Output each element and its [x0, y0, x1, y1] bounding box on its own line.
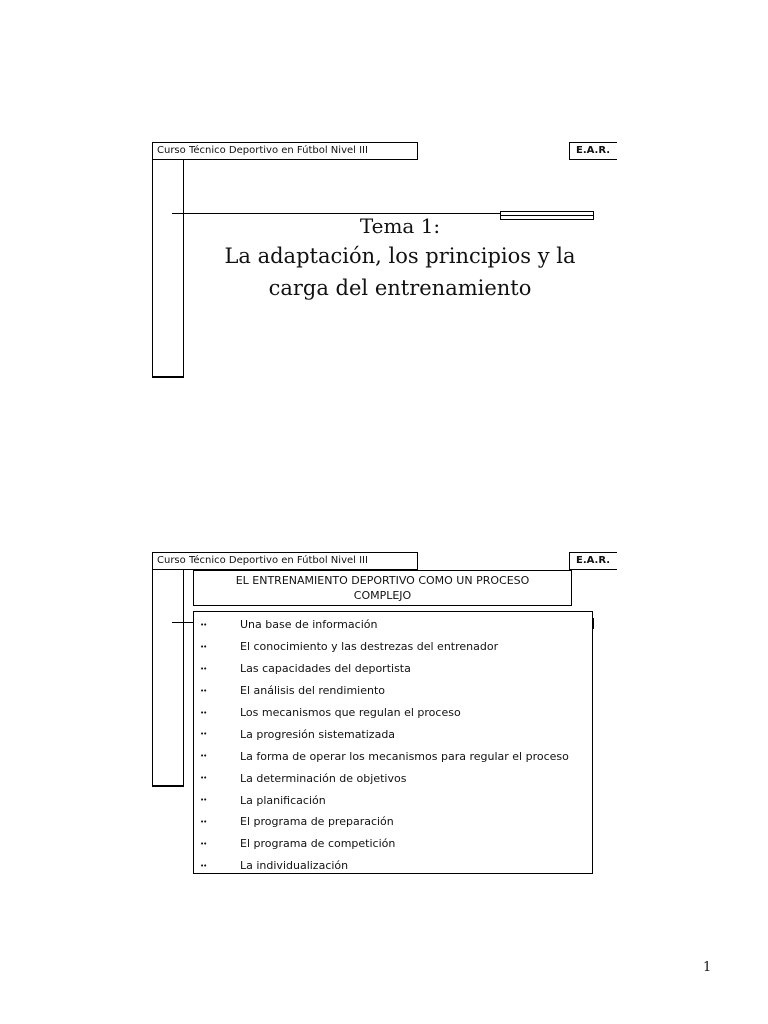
list-item-text: La progresión sistematizada — [240, 727, 396, 741]
list-item — [194, 614, 592, 636]
slide1-title — [190, 212, 610, 304]
slide2-section-title-line1: EL ENTRENAMIENTO DEPORTIVO COMO UN PROCESO — [235, 574, 530, 587]
page-number: 1 — [703, 960, 712, 975]
bullet-icon: •• — [200, 686, 207, 695]
list-item-text: Los mecanismos que regulan el proceso — [240, 706, 461, 719]
slide2-frame-inner — [183, 570, 184, 786]
list-item-text: El programa de preparación — [240, 815, 394, 829]
slide1-course-label: Curso Técnico Deportivo en Fútbol Nivel III — [157, 145, 368, 156]
list-item-text: El conocimiento y las destrezas del entrenador — [240, 640, 499, 654]
slide2-section-title-line2: COMPLEJO — [353, 589, 412, 602]
bullet-icon: •• — [200, 642, 207, 651]
bullet-icon: •• — [200, 730, 207, 739]
list-item-text: La planificación — [240, 793, 326, 807]
slide2-title-rule — [172, 622, 194, 623]
list-item-text: Las capacidades del deportista — [240, 662, 411, 676]
bullet-icon: •• — [200, 708, 207, 717]
list-item — [194, 811, 592, 833]
list-item — [194, 658, 592, 680]
slide1-title-line2: La adaptación, los principios y la — [224, 244, 576, 268]
slide2-ear-header — [569, 552, 617, 570]
slide1-frame-inner — [183, 160, 184, 377]
slide1-course-header — [152, 142, 418, 160]
list-item — [194, 636, 592, 658]
list-item-text: La forma de operar los mecanismos para regular el proceso — [240, 749, 569, 763]
bullet-icon: •• — [200, 664, 207, 673]
slide2-section-title — [193, 570, 572, 606]
list-item — [194, 702, 592, 724]
list-item-text: El análisis del rendimiento — [240, 684, 385, 698]
bullet-icon: •• — [200, 861, 207, 870]
list-item — [194, 833, 592, 855]
list-item-text: La determinación de objetivos — [240, 771, 407, 785]
slide2-course-header — [152, 552, 418, 570]
bullet-icon: •• — [200, 752, 207, 761]
bullet-icon: •• — [200, 817, 207, 826]
list-item-text: La individualización — [240, 859, 349, 873]
slide1-ear-label: E.A.R. — [576, 145, 611, 156]
slide2-course-label: Curso Técnico Deportivo en Fútbol Nivel III — [157, 555, 368, 566]
bullet-icon: •• — [200, 774, 207, 783]
list-item — [194, 855, 592, 877]
bullet-icon: •• — [200, 620, 207, 629]
list-item-text: Una base de información — [240, 618, 378, 632]
list-item — [194, 767, 592, 789]
bullet-icon: •• — [200, 839, 207, 848]
list-item — [194, 680, 592, 702]
slide1-frame-bottom — [152, 376, 184, 378]
bullet-icon: •• — [200, 796, 207, 805]
slide2-frame-left — [152, 570, 153, 786]
slide2-ear-label: E.A.R. — [576, 555, 611, 566]
list-item — [194, 745, 592, 767]
slide2-bullet-list — [193, 611, 593, 874]
slide2-frame-bottom — [152, 785, 184, 787]
list-item — [194, 789, 592, 811]
slide1-frame-left — [152, 160, 153, 377]
slide1-title-line3: carga del entrenamiento — [268, 276, 532, 300]
list-item-text: El programa de competición — [240, 837, 396, 851]
list-item — [194, 723, 592, 745]
slide1-title-line1: Tema 1: — [359, 214, 441, 238]
slide1-ear-header — [569, 142, 617, 160]
